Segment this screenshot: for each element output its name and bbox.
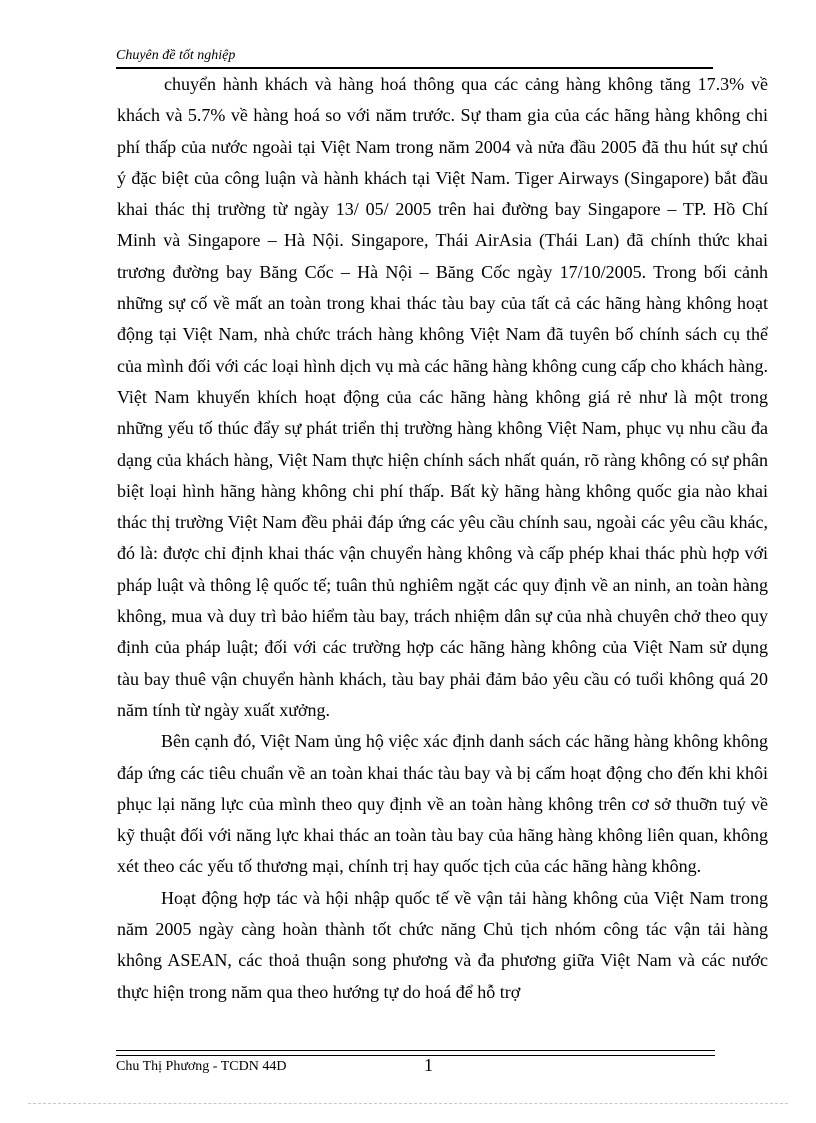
page-number: 1 [424, 1055, 433, 1075]
paragraph-1: chuyển hành khách và hàng hoá thông qua các cảng hàng không tăng 17.3% về khách và 5.7% về hàng hoá so với năm trước. Sự tham gia của các hãng hàng không chi phí thấp của nước ngoài tại Việt Nam trong năm 2004 và nửa đầu 2005 đã thu hút sự chú ý đặc biệt của công luận và hành khách tại Việt Nam. Tiger Airways (Singapore) bắt đầu khai thác thị trường từ ngày 13/ 05/ 2005 trên hai đường bay Singapore – TP. Hồ Chí Minh và Singapore – Hà Nội. Singapore, Thái AirAsia (Thái Lan) đã chính thức khai trương đường bay Băng Cốc – Hà Nội – Băng Cốc ngày 17/10/2005. Trong bối cảnh những sự cố về mất an toàn trong khai thác tàu bay của tất cả các hãng hàng không hoạt động tại Việt Nam, nhà chức trách hàng không Việt Nam đã tuyên bố chính sách cụ thể của mình đối với các loại hình dịch vụ mà các hãng hàng không cung cấp cho khách hàng. Việt Nam khuyến khích hoạt động của các hãng hàng không giá rẻ như là một trong những yếu tố thúc đẩy sự phát triển thị trường hàng không Việt Nam, phục vụ nhu cầu đa dạng của khách hàng, Việt Nam thực hiện chính sách nhất quán, rõ ràng không có sự phân biệt loại hình hãng hàng không chi phí thấp. Bất kỳ hãng hàng không quốc gia nào khai thác thị trường Việt Nam đều phải đáp ứng các yêu cầu chính sau, ngoài các yêu cầu khác, đó là: được chỉ định khai thác vận chuyển hàng không và cấp phép khai thác phù hợp với pháp luật và thông lệ quốc tế; tuân thủ nghiêm ngặt các quy định về an ninh, an toàn hàng không, mua và duy trì bảo hiểm tàu bay, trách nhiệm dân sự của nhà chuyên chở theo quy định của pháp luật; đối với các trường hợp các hãng hàng không của Việt Nam sử dụng tàu bay thuê vận chuyển hành khách, tàu bay phải đảm bảo yêu cầu có tuổi không quá 20 năm tính từ ngày xuất xưởng. [117, 74, 768, 720]
paragraph-3: Hoạt động hợp tác và hội nhập quốc tế về vận tải hàng không của Việt Nam trong năm 2005 ngày càng hoàn thành tốt chức năng Chủ tịch nhóm công tác vận tải hàng không ASEAN, các thoả thuận song phương và đa phương giữa Việt Nam và các nước thực hiện trong năm qua theo hướng tự do hoá để hỗ trợ [117, 887, 768, 1002]
page-boundary-line [28, 1103, 788, 1104]
body-text [117, 69, 768, 1008]
paragraph-2: Bên cạnh đó, Việt Nam ủng hộ việc xác định danh sách các hãng hàng không không đáp ứng các tiêu chuẩn về an toàn khai thác tàu bay và bị cấm hoạt động cho đến khi khôi phục lại năng lực của mình theo quy định về an toàn hàng không trên cơ sở thuỡn tuý về kỹ thuật đối với năng lực khai thác an toàn tàu bay của hãng hàng không liên quan, không xét theo các yếu tố thương mại, chính trị hay quốc tịch của các hãng hàng không. [117, 731, 768, 877]
footer-author: Chu Thị Phương - TCDN 44D [116, 1059, 287, 1074]
footer-rule [116, 1050, 715, 1056]
running-header-title: Chuyên đề tốt nghiệp [116, 48, 236, 63]
